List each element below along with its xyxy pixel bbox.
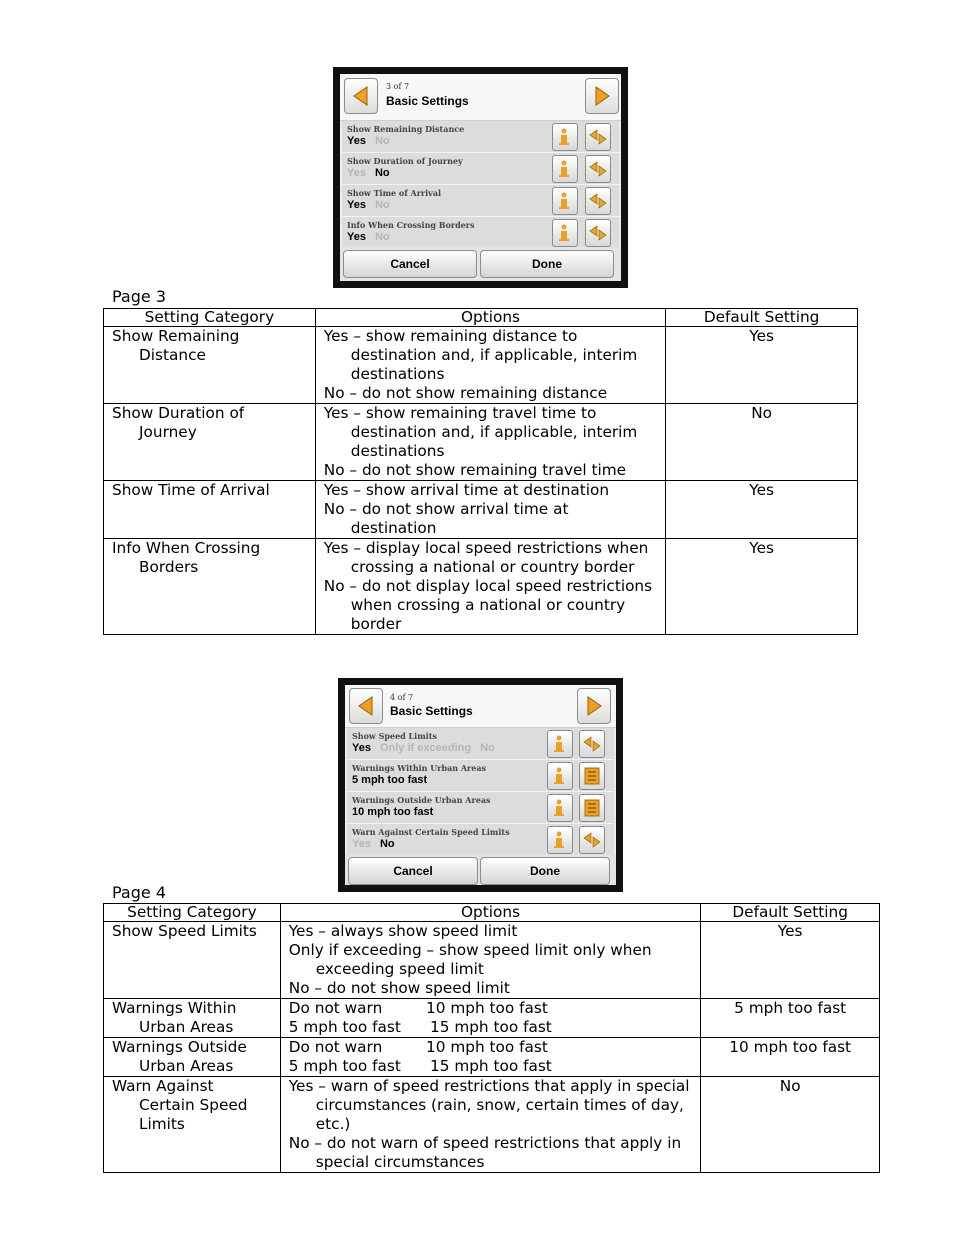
done-button[interactable]: Done xyxy=(480,857,610,885)
column-header: Options xyxy=(315,309,666,327)
previous-page-button[interactable] xyxy=(349,688,383,724)
option-text: Do not warn 10 mph too fast xyxy=(288,1038,548,1056)
previous-page-button[interactable] xyxy=(344,78,378,114)
option-no[interactable]: No xyxy=(374,231,390,243)
setting-row[interactable] xyxy=(342,217,619,249)
info-button[interactable] xyxy=(547,730,573,758)
device-screen-page-4 xyxy=(338,678,623,892)
device-screen-page-3 xyxy=(333,67,628,288)
info-button[interactable] xyxy=(547,794,573,822)
right-arrow-icon xyxy=(592,86,612,106)
category-line: Show Remaining xyxy=(112,327,240,345)
setting-values xyxy=(347,231,399,243)
page-3-settings-table xyxy=(103,308,858,635)
category-line: Info When Crossing xyxy=(112,539,261,557)
toggle-button[interactable] xyxy=(585,155,611,183)
toggle-arrows-icon xyxy=(589,192,607,210)
toggle-button[interactable] xyxy=(579,826,605,854)
default-cell: 5 mph too fast xyxy=(701,999,880,1038)
info-button[interactable] xyxy=(547,762,573,790)
default-cell: Yes xyxy=(666,539,858,635)
category-line: Urban Areas xyxy=(139,1018,234,1036)
option-yes[interactable]: Yes xyxy=(352,742,371,754)
cancel-button[interactable]: Cancel xyxy=(343,250,477,278)
default-cell: Yes xyxy=(701,922,880,999)
toggle-arrows-icon xyxy=(589,224,607,242)
table-row xyxy=(104,539,858,635)
option-text: Do not warn 10 mph too fast xyxy=(288,999,548,1017)
options-cell xyxy=(280,922,701,999)
default-cell: No xyxy=(666,404,858,481)
table-row xyxy=(104,481,858,539)
next-page-button[interactable] xyxy=(585,78,619,114)
table-row xyxy=(104,999,880,1038)
info-icon xyxy=(556,128,572,146)
category-cell xyxy=(104,1077,281,1173)
option-text: No – do not warn of speed restrictions that apply in special circumstances xyxy=(288,1134,682,1171)
setting-values xyxy=(352,774,427,786)
setting-values xyxy=(347,167,399,179)
category-cell xyxy=(104,999,281,1038)
table-header-row xyxy=(104,904,880,922)
table-row xyxy=(104,922,880,999)
screen-header xyxy=(345,685,616,728)
setting-values xyxy=(347,199,399,211)
setting-values xyxy=(352,742,504,754)
setting-label: Warnings Within Urban Areas xyxy=(352,763,487,773)
category-line: Show Time of Arrival xyxy=(112,481,270,499)
page-4-label: Page 4 xyxy=(112,883,166,902)
category-cell xyxy=(104,922,281,999)
option-no[interactable]: No xyxy=(379,838,395,850)
option-text: Yes – show arrival time at destination xyxy=(323,481,610,499)
list-icon xyxy=(583,799,601,817)
default-cell: No xyxy=(701,1077,880,1173)
table-row xyxy=(104,404,858,481)
setting-row[interactable] xyxy=(347,824,614,856)
category-line: Warn Against xyxy=(112,1077,214,1095)
option-no[interactable]: No xyxy=(374,167,390,179)
setting-label: Warnings Outside Urban Areas xyxy=(352,795,491,805)
button-bar xyxy=(340,247,621,281)
category-line: Distance xyxy=(139,346,206,364)
setting-label: Show Speed Limits xyxy=(352,731,437,741)
setting-label: Show Time of Arrival xyxy=(347,188,442,198)
default-cell: 10 mph too fast xyxy=(701,1038,880,1077)
info-icon xyxy=(551,767,567,785)
option-no[interactable]: No xyxy=(374,135,390,147)
next-page-button[interactable] xyxy=(577,688,611,724)
setting-values xyxy=(352,806,433,818)
screen xyxy=(345,685,616,885)
toggle-arrows-icon xyxy=(589,160,607,178)
category-line: Journey xyxy=(139,423,197,441)
setting-row[interactable] xyxy=(347,760,614,792)
option-text: 5 mph too fast 15 mph too fast xyxy=(288,1057,552,1075)
page-4-settings-table xyxy=(103,903,880,1173)
option-yes[interactable]: Yes xyxy=(347,167,366,179)
category-line: Show Duration of xyxy=(112,404,245,422)
toggle-button[interactable] xyxy=(585,123,611,151)
info-icon xyxy=(556,224,572,242)
list-button[interactable] xyxy=(579,794,605,822)
options-cell xyxy=(315,539,666,635)
info-icon xyxy=(551,735,567,753)
toggle-button[interactable] xyxy=(585,187,611,215)
option-text: No – do not show remaining travel time xyxy=(323,461,627,479)
option-yes[interactable]: Yes xyxy=(352,838,371,850)
setting-label: Info When Crossing Borders xyxy=(347,220,475,230)
setting-row[interactable] xyxy=(342,185,619,217)
column-header: Default Setting xyxy=(666,309,858,327)
options-cell xyxy=(315,327,666,404)
category-line: Warnings Within xyxy=(112,999,237,1017)
option-no[interactable]: No xyxy=(480,742,495,754)
table-row xyxy=(104,1038,880,1077)
screen-title: Basic Settings xyxy=(386,94,469,108)
toggle-arrows-icon xyxy=(589,128,607,146)
info-icon xyxy=(551,799,567,817)
right-arrow-icon xyxy=(584,696,604,716)
page-indicator: 3 of 7 xyxy=(386,82,410,91)
table-row xyxy=(104,327,858,404)
category-cell xyxy=(104,1038,281,1077)
option-yes[interactable]: Yes xyxy=(347,135,366,147)
toggle-button[interactable] xyxy=(585,219,611,247)
options-cell xyxy=(280,1077,701,1173)
setting-label: Show Duration of Journey xyxy=(347,156,463,166)
option-text: Yes – always show speed limit xyxy=(288,922,518,940)
option-text: No – do not display local speed restrictions when crossing a national or country border xyxy=(323,577,653,633)
button-bar xyxy=(345,855,616,885)
setting-value: 10 mph too fast xyxy=(352,806,434,818)
category-line: Limits xyxy=(139,1115,185,1133)
default-cell: Yes xyxy=(666,481,858,539)
column-header: Setting Category xyxy=(104,309,316,327)
done-button[interactable]: Done xyxy=(480,250,614,278)
category-line: Borders xyxy=(139,558,199,576)
table-row xyxy=(104,1077,880,1173)
column-header: Default Setting xyxy=(701,904,880,922)
info-button[interactable] xyxy=(552,123,578,151)
cancel-button[interactable]: Cancel xyxy=(348,857,478,885)
option-yes[interactable]: Yes xyxy=(347,199,366,211)
default-cell: Yes xyxy=(666,327,858,404)
setting-value: 5 mph too fast xyxy=(352,774,428,786)
info-button[interactable] xyxy=(552,155,578,183)
left-arrow-icon xyxy=(356,696,376,716)
setting-row[interactable] xyxy=(342,153,619,185)
info-button[interactable] xyxy=(552,219,578,247)
column-header: Setting Category xyxy=(104,904,281,922)
setting-label: Warn Against Certain Speed Limits xyxy=(352,827,510,837)
setting-row[interactable] xyxy=(347,792,614,824)
options-cell xyxy=(280,1038,701,1077)
options-cell xyxy=(280,999,701,1038)
category-cell xyxy=(104,539,316,635)
category-line: Warnings Outside xyxy=(112,1038,247,1056)
option-text: No – do not show arrival time at destination xyxy=(323,500,569,537)
toggle-arrows-icon xyxy=(583,831,601,849)
option-text: Yes – warn of speed restrictions that apply in special circumstances (rain, snow, certain times of day, etc.) xyxy=(288,1077,690,1133)
category-line: Show Speed Limits xyxy=(112,922,257,940)
setting-values xyxy=(347,135,399,147)
column-header: Options xyxy=(280,904,701,922)
info-icon xyxy=(556,192,572,210)
page-indicator: 4 of 7 xyxy=(390,693,414,702)
info-icon xyxy=(551,831,567,849)
option-text: Yes – show remaining distance to destination and, if applicable, interim destinations xyxy=(323,327,638,383)
options-cell xyxy=(315,404,666,481)
page-3-label: Page 3 xyxy=(112,287,166,306)
list-button[interactable] xyxy=(579,762,605,790)
options-cell xyxy=(315,481,666,539)
category-cell xyxy=(104,481,316,539)
option-no[interactable]: No xyxy=(374,199,390,211)
setting-row[interactable] xyxy=(342,121,619,153)
category-cell xyxy=(104,404,316,481)
option-text: Only if exceeding – show speed limit only when exceeding speed limit xyxy=(288,941,652,978)
option-text: 5 mph too fast 15 mph too fast xyxy=(288,1018,552,1036)
toggle-arrows-icon xyxy=(583,735,601,753)
category-line: Certain Speed xyxy=(139,1096,248,1114)
info-icon xyxy=(556,160,572,178)
option-only-if-exceeding[interactable]: Only if exceeding xyxy=(379,742,472,754)
table-header-row xyxy=(104,309,858,327)
setting-label: Show Remaining Distance xyxy=(347,124,465,134)
screen xyxy=(340,74,621,281)
screen-header xyxy=(340,74,621,121)
setting-values xyxy=(352,838,404,850)
info-button[interactable] xyxy=(552,187,578,215)
toggle-button[interactable] xyxy=(579,730,605,758)
category-cell xyxy=(104,327,316,404)
category-line: Urban Areas xyxy=(139,1057,234,1075)
setting-row[interactable] xyxy=(347,728,614,760)
option-text: No – do not show speed limit xyxy=(288,979,510,997)
option-text: No – do not show remaining distance xyxy=(323,384,608,402)
left-arrow-icon xyxy=(351,86,371,106)
info-button[interactable] xyxy=(547,826,573,854)
option-text: Yes – show remaining travel time to destination and, if applicable, interim destinations xyxy=(323,404,638,460)
list-icon xyxy=(583,767,601,785)
option-yes[interactable]: Yes xyxy=(347,231,366,243)
option-text: Yes – display local speed restrictions when crossing a national or country border xyxy=(323,539,649,576)
screen-title: Basic Settings xyxy=(390,704,473,718)
